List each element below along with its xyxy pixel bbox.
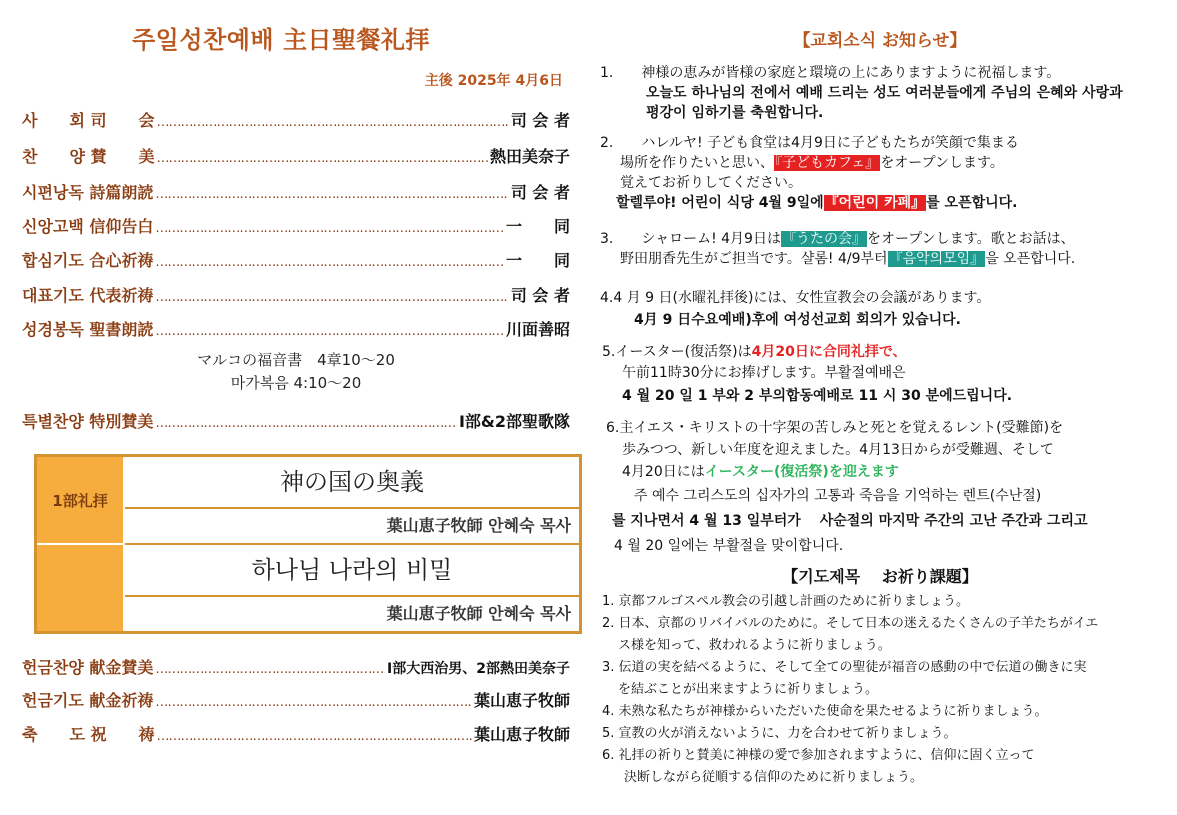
service-label-blank	[37, 545, 123, 631]
order-row-psalm	[22, 180, 570, 203]
leader-dots	[155, 221, 504, 236]
notice-6-line: 4 월 20 일에는 부활절을 맞이합니다.	[614, 538, 844, 554]
leader-dots	[155, 255, 504, 270]
order-row-scripture-reading	[22, 317, 570, 340]
order-label: 특별찬양 特別賛美	[22, 412, 154, 431]
notice-6-line: 주 예수 그리스도의 십자가의 고통과 죽음을 기억하는 렌트(수난절)	[634, 488, 1042, 504]
prayer-item: 3. 伝道の実を結べるように、そして全ての聖徒が福音の感動の中で伝道の働きに実	[602, 660, 1087, 675]
text-segment: 場所を作りたいと思い、	[620, 155, 774, 171]
order-row-benediction	[22, 722, 570, 745]
text-segment: 3. シャローム! 4月9日は	[600, 231, 781, 247]
notice-2-line	[620, 152, 1004, 172]
order-label: 성경봉독 聖書朗読	[22, 320, 154, 339]
notice-3-line	[620, 248, 1075, 268]
page-title: 주일성찬예배 主日聖餐礼拝	[132, 26, 430, 54]
notice-1-line: 오늘도 하나님의 전에서 예배 드리는 성도 여러분들에게 주님의 은혜와 사랑과	[646, 85, 1123, 101]
order-role: 司 会 者	[510, 183, 570, 202]
notice-2-line: 覚えてお祈りしてください。	[620, 175, 802, 191]
prayer-item: 4. 未熟な私たちが神様からいただいた使命を果たせるように祈りましょう。	[602, 704, 1048, 719]
leader-dots	[156, 729, 472, 744]
leader-dots	[155, 416, 457, 431]
notice-3-line	[600, 228, 1075, 248]
notice-4-line: 4.4 月 9 日(水曜礼拝後)には、女性宣教会の会議があります。	[600, 290, 991, 306]
text-segment: 를 오픈합니다.	[926, 195, 1018, 211]
notice-6-line: 歩みつつ、新しい年度を迎えました。4月13日からが受難週、そして	[622, 442, 1054, 458]
order-role: 葉山恵子牧師	[473, 691, 570, 710]
sermon-title-ko: 하나님 나라의 비밀	[125, 545, 579, 597]
leader-dots	[156, 115, 508, 130]
order-role: 司 会 者	[510, 286, 570, 305]
highlight-music-meeting: 『음악의모임』	[888, 251, 985, 267]
preacher-name: 葉山恵子牧師 안혜숙 목사	[125, 509, 579, 545]
scripture-ref-ko: 마가복음 4:10～20	[230, 374, 362, 392]
text-segment: 5.イースター(復活祭)は	[602, 344, 752, 360]
order-role: 司 会 者	[510, 111, 570, 130]
highlight-kids-cafe: 『子どもカフェ』	[775, 155, 880, 171]
order-label: 찬 양 賛 美	[22, 147, 155, 166]
order-role: 一 同	[505, 251, 570, 270]
leader-dots	[156, 151, 488, 166]
highlight-song-meeting: 『うたの会』	[781, 231, 866, 247]
notice-2-line: 2. ハレルヤ! 子ども食堂は4月9日に子どもたちが笑顔で集まる	[600, 135, 1019, 151]
text-segment: 野田朋香先生がご担当です。샬롬! 4/9부터	[620, 251, 888, 267]
prayer-item: 1. 京都フルゴスペル教会の引越し計画のために祈りましょう。	[602, 594, 970, 609]
order-label: 대표기도 代表祈祷	[22, 286, 154, 305]
text-segment: をオープンします。歌とお話は、	[866, 231, 1075, 247]
prayer-item: を結ぶことが出来ますように祈りましょう。	[618, 682, 879, 697]
notice-1-line: 1. 神様の恵みが皆様の家庭と環境の上にありますように祝福します。	[600, 65, 1061, 81]
service-label: 1部礼拝	[37, 457, 123, 543]
notice-5-line: 4 월 20 일 1 부와 2 부의합동예배로 11 시 30 분에드립니다.	[622, 388, 1013, 404]
notice-6-line: 6.主イエス・キリストの十字架の苦しみと死とを覚えるレント(受難節)を	[606, 420, 1064, 436]
order-label: 축 도 祝 祷	[22, 725, 155, 744]
order-label: 합심기도 合心祈祷	[22, 251, 154, 270]
notice-6-line: 를 지나면서 4 월 13 일부터가 사순절의 마지막 주간의 고난 주간과 그리고	[612, 513, 1088, 529]
leader-dots	[155, 695, 472, 710]
notice-4-line: 4月 9 日수요예배)후에 여성선교회 회의가 있습니다.	[634, 312, 962, 328]
order-label: 신앙고백 信仰告白	[22, 217, 154, 236]
prayer-item: 2. 日本、京都のリバイバルのために。そして日本の迷えるたくさんの子羊たちがイエ	[602, 616, 1099, 631]
prayer-item: 6. 礼拝の祈りと賛美に神様の愛で参加されますように、信仰に固く立って	[602, 748, 1035, 763]
order-row-offering-praise	[22, 655, 570, 678]
leader-dots	[155, 290, 508, 305]
leader-dots	[155, 662, 385, 677]
order-role: 熱田美奈子	[489, 147, 570, 166]
text-segment: 할렐루야! 어린이 식당 4월 9일에	[616, 195, 824, 211]
order-role: Ⅰ部&2部聖歌隊	[458, 412, 570, 431]
notice-5-line	[602, 341, 907, 361]
order-label: 시편낭독 詩篇朗読	[22, 183, 154, 202]
order-row-unison-prayer	[22, 248, 570, 271]
order-role: Ⅰ部大西治男、2部熱田美奈子	[387, 661, 570, 677]
order-row-presider	[22, 108, 570, 131]
prayer-topics-title: 【기도제목 お祈り課題】	[782, 567, 978, 586]
leader-dots	[155, 187, 508, 202]
scripture-ref-ja: マルコの福音書 4章10～20	[197, 351, 395, 369]
highlight-joint-service: 4月20日に合同礼拝で、	[751, 344, 907, 360]
order-row-praise	[22, 144, 570, 167]
order-row-creed	[22, 214, 570, 237]
order-label: 헌금찬양 献金賛美	[22, 658, 154, 677]
notice-6-line	[622, 461, 899, 481]
prayer-item: 5. 宣教の火が消えないように、力を合わせて祈りましょう。	[602, 726, 957, 741]
order-label: 헌금기도 献金祈祷	[22, 691, 154, 710]
order-role: 川面善昭	[505, 320, 570, 339]
order-role: 一 同	[505, 217, 570, 236]
order-row-offering-prayer	[22, 688, 570, 711]
leader-dots	[155, 324, 504, 339]
text-segment: 을 오픈합니다.	[985, 251, 1076, 267]
sermon-title-ja: 神の国の奥義	[125, 457, 579, 509]
order-role: 葉山恵子牧師	[473, 725, 570, 744]
notice-2-line	[616, 192, 1018, 212]
service-date: 主後 2025年 4月6日	[424, 73, 563, 89]
notice-1-line: 평강이 임하기를 축원합니다.	[646, 105, 824, 121]
prayer-item: ス様を知って、救われるように祈りましょう。	[618, 638, 891, 653]
text-segment: をオープンします。	[880, 155, 1004, 171]
prayer-item: 決断しながら従順する信仰のために祈りましょう。	[624, 770, 924, 785]
order-row-special-praise	[22, 409, 570, 432]
order-row-representative-prayer	[22, 283, 570, 306]
notice-5-line: 午前11時30分にお捧げします。부활절예배은	[622, 365, 906, 381]
highlight-kids-cafe-ko: 『어린이 카페』	[824, 195, 926, 211]
highlight-easter: イースター(復活祭)を迎えます	[704, 464, 899, 480]
order-label: 사 회 司 会	[22, 111, 155, 130]
announcements-title: 【교회소식 お知らせ】	[793, 31, 967, 51]
preacher-name: 葉山恵子牧師 안혜숙 목사	[386, 604, 571, 623]
sermon-box	[34, 454, 582, 634]
text-segment: 4月20日には	[622, 464, 705, 480]
